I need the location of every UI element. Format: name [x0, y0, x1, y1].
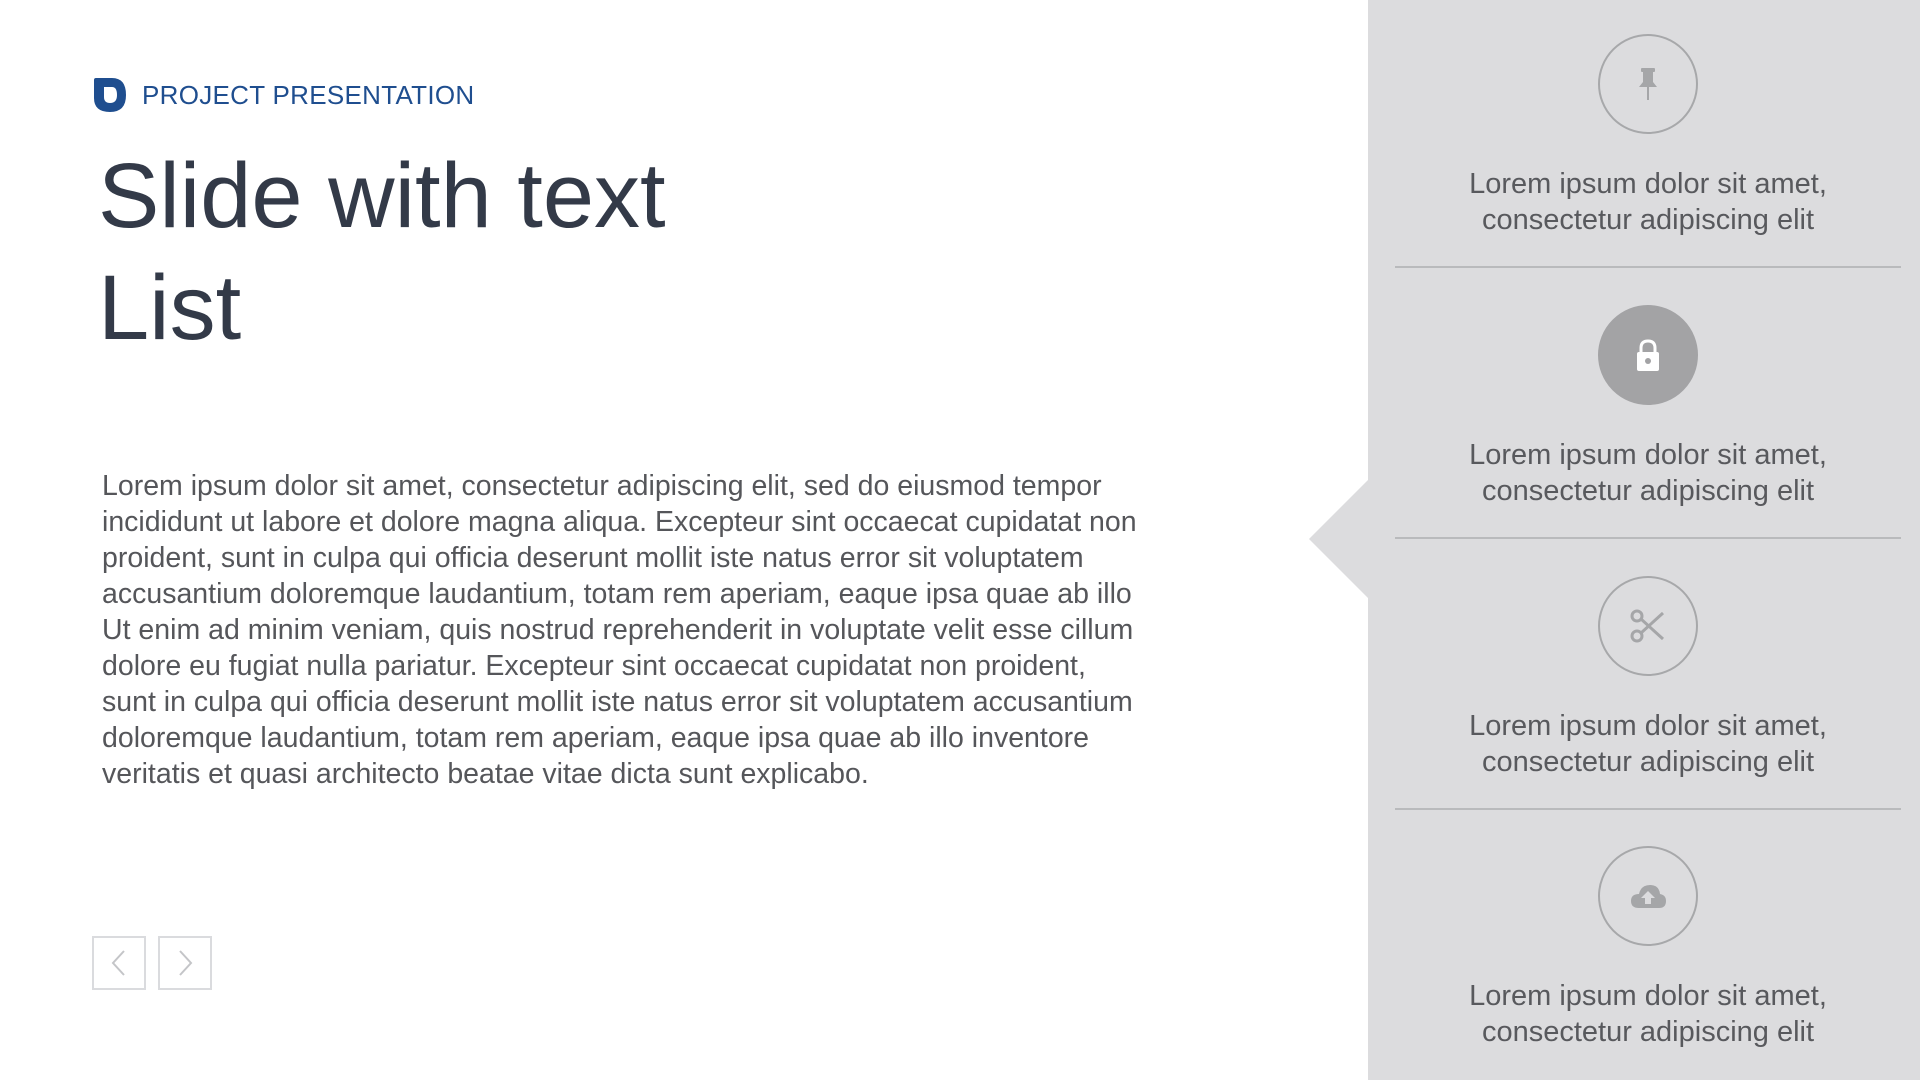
- brand-logo-icon: [92, 76, 128, 114]
- page-title-line-2: List: [98, 257, 242, 359]
- lock-icon: [1628, 335, 1668, 375]
- list-item-text: [1395, 708, 1901, 780]
- brand-label: PROJECT PRESENTATION: [142, 79, 475, 110]
- list-item-line-2: consectetur adipiscing elit: [1481, 475, 1815, 507]
- list-item-line-1: Lorem ipsum dolor sit amet,: [1469, 439, 1827, 471]
- list-divider: [1395, 266, 1901, 268]
- list-item-line-1: Lorem ipsum dolor sit amet,: [1469, 710, 1827, 742]
- chevron-right-icon: [174, 948, 196, 978]
- list-item-text: [1395, 166, 1901, 238]
- page-title: [98, 140, 666, 364]
- list-item-text: [1395, 437, 1901, 509]
- list-item-line-1: Lorem ipsum dolor sit amet,: [1469, 168, 1827, 200]
- slide-navigation: [92, 936, 212, 990]
- chevron-left-icon: [108, 948, 130, 978]
- scissors-icon: [1628, 606, 1668, 646]
- list-item-text: [1395, 978, 1901, 1050]
- previous-slide-button[interactable]: [92, 936, 146, 990]
- next-slide-button[interactable]: [158, 936, 212, 990]
- page-title-line-1: Slide with text: [98, 145, 666, 247]
- list-item-icon-badge: [1598, 846, 1698, 946]
- list-item-line-2: consectetur adipiscing elit: [1481, 1016, 1815, 1048]
- brand: [92, 76, 475, 114]
- active-item-pointer: [1309, 479, 1369, 599]
- list-item-line-2: consectetur adipiscing elit: [1481, 204, 1815, 236]
- list-item-line-1: Lorem ipsum dolor sit amet,: [1469, 980, 1827, 1012]
- pushpin-icon: [1628, 64, 1668, 104]
- list-divider: [1395, 808, 1901, 810]
- list-item-line-2: consectetur adipiscing elit: [1481, 746, 1815, 778]
- body-paragraph: Lorem ipsum dolor sit amet, consectetur adipiscing elit, sed do eiusmod tempor incididunt ut labore et dolore magna aliqua. Excepteur sint occaecat cupidatat non proident, sunt in culpa qui officia deserunt mollit iste natus error sit voluptatem accusantium doloremque laudantium, totam rem aperiam, eaque ipsa quae ab illo Ut enim ad minim veniam, quis nostrud reprehenderit in voluptate velit esse cillum dolore eu fugiat nulla pariatur. Excepteur sint occaecat cupidatat non proident, sunt in culpa qui officia deserunt mollit iste natus error sit voluptatem accusantium doloremque laudantium, totam rem aperiam, eaque ipsa quae ab illo inventore veritatis et quasi architecto beatae vitae dicta sunt explicabo.: [102, 470, 1137, 790]
- list-item-icon-badge: [1598, 305, 1698, 405]
- sidebar-list: [1368, 0, 1920, 1080]
- list-item-icon-badge: [1598, 576, 1698, 676]
- list-divider: [1395, 537, 1901, 539]
- cloud-upload-icon: [1628, 876, 1668, 916]
- list-item-icon-badge: [1598, 34, 1698, 134]
